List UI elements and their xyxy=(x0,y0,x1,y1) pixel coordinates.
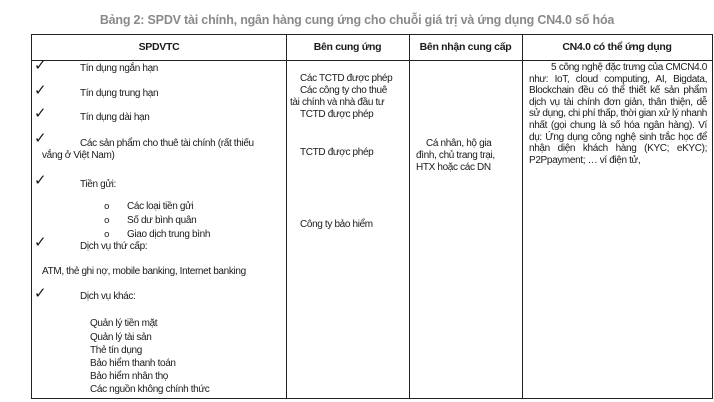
item-other-services: Dịch vụ khác: xyxy=(80,291,136,302)
header-cn40: CN4.0 có thể ứng dụng xyxy=(562,41,672,53)
other-informal-sources: Các nguồn không chính thức xyxy=(90,384,210,395)
other-payment-insurance: Bảo hiểm thanh toán xyxy=(90,358,176,369)
header-recipient: Bên nhận cung cấp xyxy=(419,41,512,53)
bullet-icon: o xyxy=(104,230,110,240)
recipient-line1: Cá nhân, hộ gia xyxy=(426,138,492,149)
column-divider xyxy=(286,35,287,398)
item-financial-leasing: Các sản phẩm cho thuê tài chính (rất thiếu xyxy=(80,138,254,149)
provider-leasing-companies-cont: tài chính và nhà đầu tư xyxy=(290,97,385,108)
other-cash-management: Quản lý tiền mặt xyxy=(90,318,158,329)
provider-licensed-credit-institutions: Các TCTD được phép xyxy=(300,73,393,84)
recipient-line2: đình, chủ trang trại, xyxy=(416,150,495,161)
checkmark-icon: ✓ xyxy=(34,104,47,122)
item-secondary-services: Dịch vụ thứ cấp: xyxy=(80,241,148,252)
item-deposits: Tiền gửi: xyxy=(80,179,116,190)
checkmark-icon: ✓ xyxy=(34,81,47,99)
checkmark-icon: ✓ xyxy=(34,129,47,147)
item-secondary-services-detail: ATM, thẻ ghi nợ, mobile banking, Internet banking xyxy=(42,266,246,277)
sub-average-transactions: Giao dịch trung bình xyxy=(127,229,211,240)
item-medium-term-credit: Tín dụng trung hạn xyxy=(80,88,159,99)
provider-licensed-tctd-2: TCTD được phép xyxy=(300,147,374,158)
sub-deposit-types: Các loại tiền gửi xyxy=(127,201,194,212)
recipient-line3: HTX hoặc các DN xyxy=(416,162,491,173)
item-short-term-credit: Tín dụng ngắn hạn xyxy=(80,63,159,74)
column-divider xyxy=(522,35,523,398)
header-divider xyxy=(32,60,712,61)
item-long-term-credit: Tín dụng dài hạn xyxy=(80,112,150,123)
header-spdvtc: SPDVTC xyxy=(138,41,180,53)
other-asset-management: Quản lý tài sản xyxy=(90,332,152,343)
header-provider: Bên cung ứng xyxy=(313,41,382,53)
bullet-icon: o xyxy=(104,216,110,226)
other-credit-card: Thẻ tín dụng xyxy=(90,345,142,356)
provider-leasing-companies: Các công ty cho thuê xyxy=(300,85,387,96)
item-financial-leasing-cont: vắng ở Việt Nam) xyxy=(42,150,115,161)
checkmark-icon: ✓ xyxy=(34,56,47,74)
checkmark-icon: ✓ xyxy=(34,284,47,302)
financial-services-table xyxy=(31,34,713,399)
provider-licensed-tctd: TCTD được phép xyxy=(300,109,374,120)
table-caption: Bảng 2: SPDV tài chính, ngân hàng cung ứng cho chuỗi giá trị và ứng dụng CN4.0 số hóa xyxy=(99,13,615,27)
cn40-description: 5 công nghệ đặc trưng của CMCN4.0 như: IoT, cloud computing, AI, Bigdata, Blockchain đều có thể thiết kế sản phẩm dịch vụ tài chính đơn giản, thân thiện, dễ sử dụng, chi phí thấp, thời gian xử lý nhanh nhất (gọi chung là số hóa ngân hàng). Ví dụ: Ứng dụng công nghệ sinh trắc học để nhận diện khách hàng (KYC; eKYC); P2Ppayment; … ví điện tử, xyxy=(529,62,707,166)
checkmark-icon: ✓ xyxy=(34,171,47,189)
sub-average-balance: Số dư bình quân xyxy=(127,215,197,226)
other-life-insurance: Bảo hiểm nhân thọ xyxy=(90,371,169,382)
provider-insurance-company: Công ty bảo hiểm xyxy=(300,219,373,230)
checkmark-icon: ✓ xyxy=(34,233,47,251)
column-divider xyxy=(409,35,410,398)
bullet-icon: o xyxy=(104,202,110,212)
